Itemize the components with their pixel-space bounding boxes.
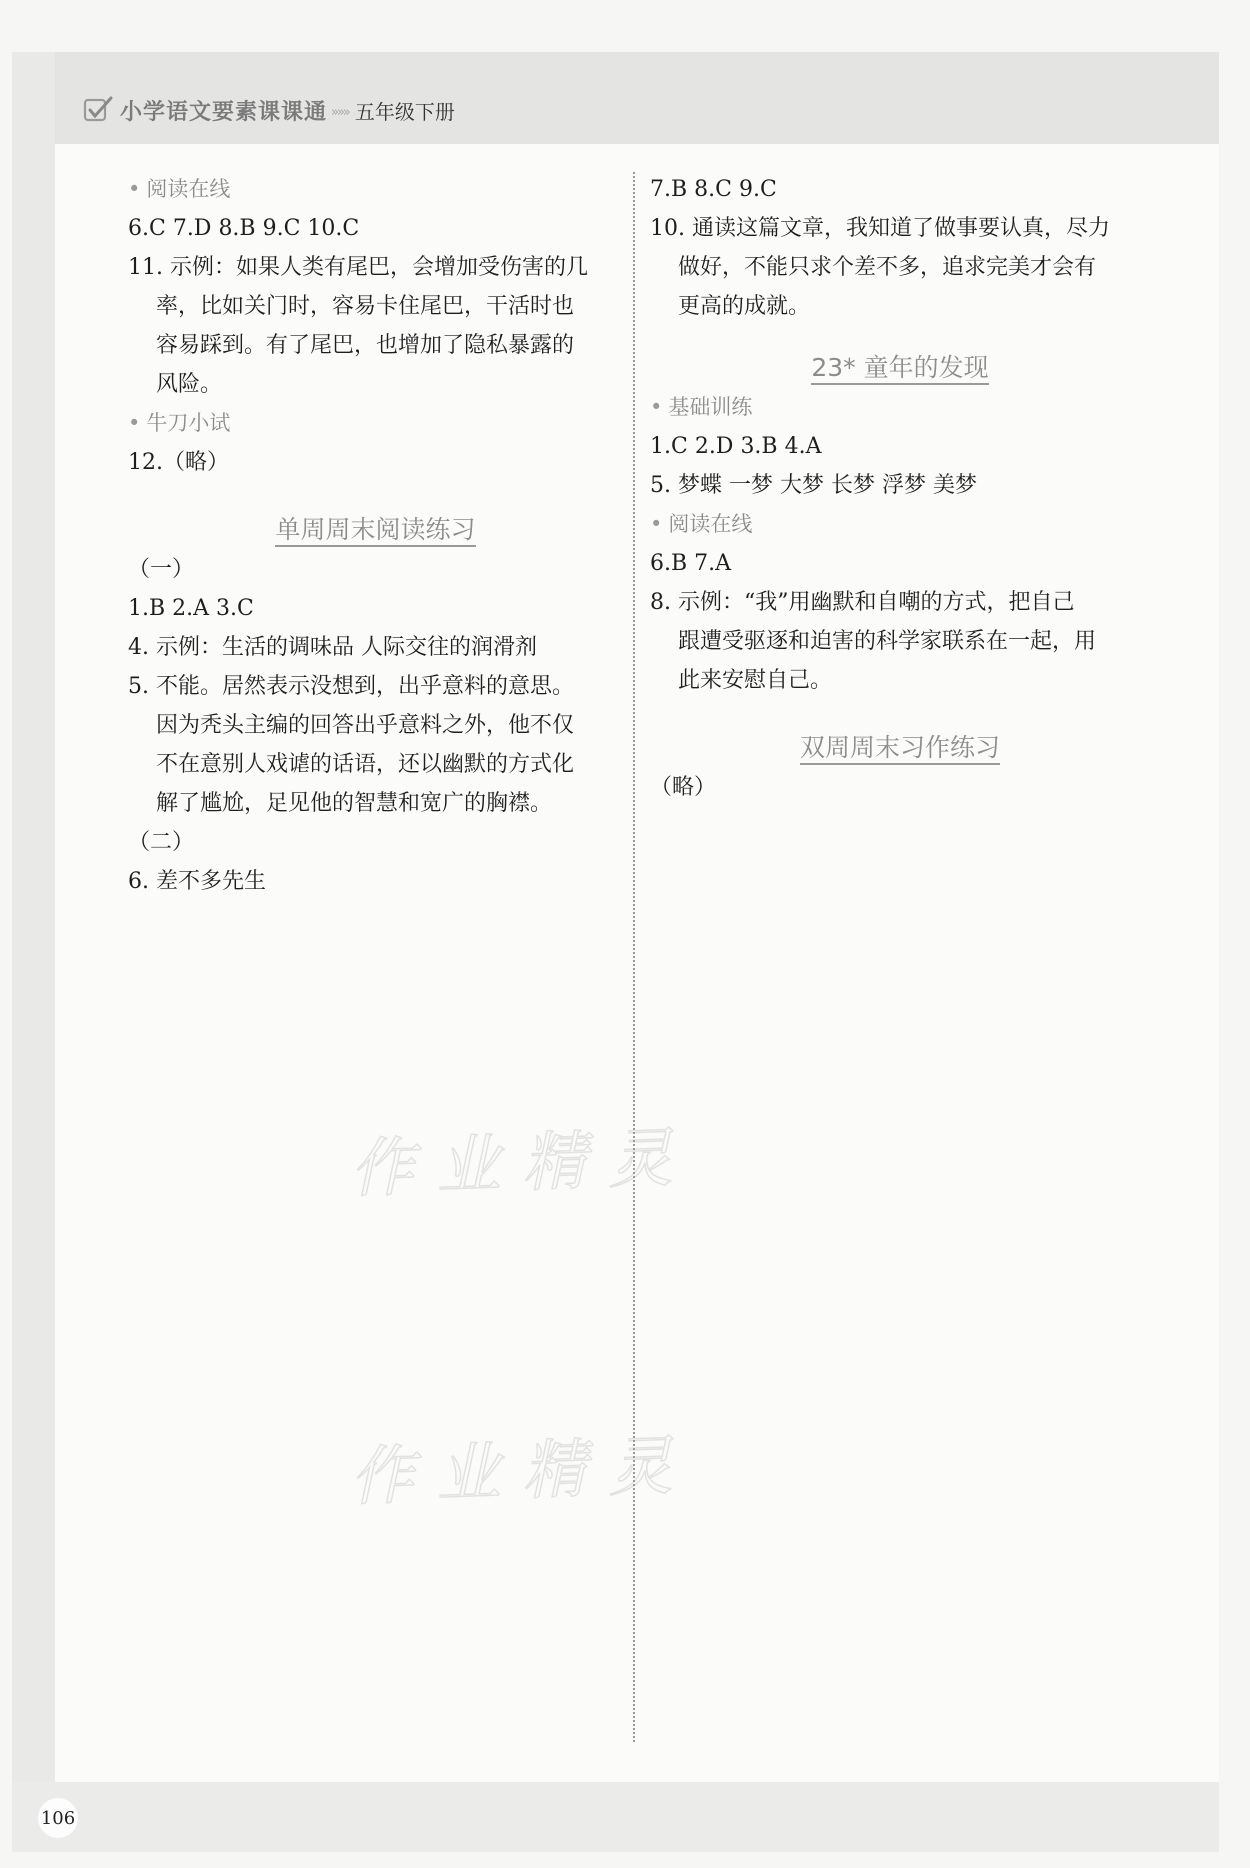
answer-line: 1.B 2.A 3.C <box>128 596 254 621</box>
answer-line: 6.B 7.A <box>650 551 732 576</box>
section-subheading: • 阅读在线 <box>650 505 1150 544</box>
bullet-dot-icon: • <box>650 512 663 536</box>
right-column <box>650 170 1150 807</box>
answer-line: （略） <box>650 775 717 800</box>
section-title: 单周周末阅读练习 <box>128 510 623 550</box>
answer-line: 解了尴尬，足见他的智慧和宽广的胸襟。 <box>156 791 553 816</box>
bullet-dot-icon: • <box>650 395 663 419</box>
footer-band <box>12 1782 1219 1852</box>
page-header <box>82 90 455 130</box>
section-title: 双周周末习作练习 <box>650 728 1150 768</box>
answer-line: 容易踩到。有了尾巴，也增加了隐私暴露的 <box>156 333 575 358</box>
answer-line: 1.C 2.D 3.B 4.A <box>650 434 822 459</box>
answer-line: 做好，不能只求个差不多，追求完美才会有 <box>678 255 1097 280</box>
answer-line: 6.C 7.D 8.B 9.C 10.C <box>128 216 360 241</box>
page-number: 106 <box>38 1798 78 1838</box>
answer-line: 更高的成就。 <box>678 294 811 319</box>
left-column <box>128 170 623 901</box>
answer-line: 7.B 8.C 9.C <box>650 177 777 202</box>
answer-line: 不在意别人戏谑的话语，还以幽默的方式化 <box>156 752 575 777</box>
answer-line: 跟遭受驱逐和迫害的科学家联系在一起，用 <box>678 629 1097 654</box>
answer-line: 因为秃头主编的回答出乎意料之外，他不仅 <box>156 713 575 738</box>
bullet-dot-icon: • <box>128 177 141 201</box>
left-margin-band <box>12 52 55 1852</box>
watermark: 作业精灵 <box>349 1121 696 1207</box>
answer-line: 8. 示例：“我”用幽默和自嘲的方式，把自己 <box>650 590 1075 615</box>
answer-line: 风险。 <box>156 372 223 397</box>
answer-line: 10. 通读这篇文章，我知道了做事要认真，尽力 <box>650 216 1110 241</box>
chevrons-icon: »»» <box>331 104 349 120</box>
answer-line: 此来安慰自己。 <box>678 668 833 693</box>
answer-line: 率，比如关门时，容易卡住尾巴，干活时也 <box>156 294 575 319</box>
grade-label: 五年级下册 <box>354 99 455 124</box>
part-label: （二） <box>128 830 195 855</box>
checkmark-icon <box>82 94 114 126</box>
answer-line: 5. 梦蝶 一梦 大梦 长梦 浮梦 美梦 <box>650 473 977 498</box>
section-subheading: • 牛刀小试 <box>128 404 623 443</box>
series-title: 小学语文要素课课通 <box>120 99 328 125</box>
section-subheading: • 阅读在线 <box>128 170 623 209</box>
watermark: 作业精灵 <box>349 1429 696 1515</box>
answer-line: 11. 示例：如果人类有尾巴，会增加受伤害的几 <box>128 255 588 280</box>
answer-line: 4. 示例：生活的调味品 人际交往的润滑剂 <box>128 635 537 660</box>
answer-line: 5. 不能。居然表示没想到，出乎意料的意思。 <box>128 674 574 699</box>
answer-line: 12.（略） <box>128 450 229 475</box>
bullet-dot-icon: • <box>128 411 141 435</box>
part-label: （一） <box>128 557 195 582</box>
answer-line: 6. 差不多先生 <box>128 869 266 894</box>
section-subheading: • 基础训练 <box>650 388 1150 427</box>
section-title: 23* 童年的发现 <box>650 348 1150 388</box>
